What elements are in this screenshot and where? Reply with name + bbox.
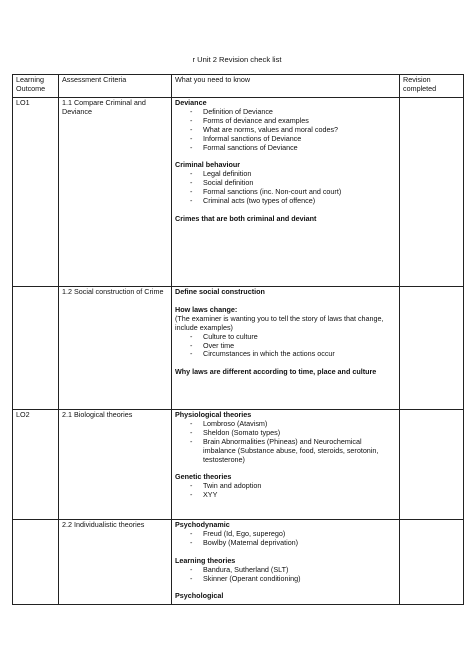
list-item: - Twin and adoption — [175, 482, 396, 491]
list-item: - Formal sanctions of Deviance — [175, 144, 396, 153]
outcome-cell: LO2 — [13, 410, 59, 520]
header-revision: Revision completed — [400, 75, 464, 98]
content-section — [175, 592, 396, 601]
section-heading: Define social construction — [175, 287, 265, 296]
bullet-list — [175, 420, 396, 465]
section-heading: Physiological theories — [175, 410, 252, 419]
list-item: - Brain Abnormalities (Phineas) and Neurochemical imbalance (Substance abuse, food, steroids, serotonin, testosterone) — [175, 438, 396, 465]
content-section — [175, 99, 396, 152]
list-item: - Skinner (Operant conditioning) — [175, 575, 396, 584]
list-item: - Bowlby (Maternal deprivation) — [175, 539, 396, 548]
revision-cell — [400, 410, 464, 520]
list-item: - Formal sanctions (inc. Non-court and court) — [175, 188, 396, 197]
section-heading: Deviance — [175, 98, 207, 107]
list-item: - Lombroso (Atavism) — [175, 420, 396, 429]
table-row — [13, 410, 464, 520]
revision-cell — [400, 287, 464, 410]
list-item: - Forms of deviance and examples — [175, 117, 396, 126]
header-outcome: Learning Outcome — [13, 75, 59, 98]
bullet-list — [175, 108, 396, 153]
bullet-list — [175, 530, 396, 548]
revision-checklist-table — [12, 74, 464, 605]
section-note: (The examiner is wanting you to tell the story of laws that change, include examples) — [175, 313, 384, 332]
criteria-cell: 2.1 Biological theories — [59, 410, 172, 520]
revision-cell — [400, 98, 464, 287]
content-section — [175, 557, 396, 584]
content-section — [175, 161, 396, 206]
section-heading: How laws change: — [175, 304, 238, 314]
outcome-cell: LO1 — [13, 98, 59, 287]
list-item: - What are norms, values and moral codes? — [175, 126, 396, 135]
list-item: - Over time — [175, 342, 396, 351]
outcome-cell — [13, 520, 59, 605]
list-item: - Informal sanctions of Deviance — [175, 135, 396, 144]
bullet-list — [175, 566, 396, 584]
criteria-cell: 1.2 Social construction of Crime — [59, 287, 172, 410]
header-know: What you need to know — [172, 75, 400, 98]
section-heading: Genetic theories — [175, 472, 232, 482]
list-item: - Criminal acts (two types of offence) — [175, 197, 396, 206]
content-cell — [172, 287, 400, 410]
revision-cell — [400, 520, 464, 605]
content-section — [175, 521, 396, 548]
header-criteria: Assessment Criteria — [59, 75, 172, 98]
list-item: - XYY — [175, 491, 396, 500]
content-section — [175, 306, 396, 359]
section-heading: Learning theories — [175, 555, 236, 565]
content-cell — [172, 520, 400, 605]
list-item: - Definition of Deviance — [175, 108, 396, 117]
bullet-list — [175, 333, 396, 360]
list-item: - Freud (Id, Ego, superego) — [175, 530, 396, 539]
bullet-list — [175, 482, 396, 500]
content-section — [175, 288, 396, 297]
content-cell — [172, 410, 400, 520]
table-row — [13, 287, 464, 410]
content-section — [175, 411, 396, 464]
section-heading: Psychological — [175, 591, 224, 601]
bullet-list — [175, 170, 396, 206]
content-section — [175, 215, 396, 224]
content-section — [175, 473, 396, 500]
list-item: - Legal definition — [175, 170, 396, 179]
criteria-cell: 1.1 Compare Criminal and Deviance — [59, 98, 172, 287]
table-row — [13, 98, 464, 287]
content-section — [175, 368, 396, 377]
header-row — [13, 75, 464, 98]
section-heading: Psychodynamic — [175, 520, 230, 529]
section-heading: Criminal behaviour — [175, 160, 241, 170]
section-heading: Why laws are different according to time, place and culture — [175, 367, 377, 377]
page-title: r Unit 2 Revision check list — [192, 55, 282, 64]
table-row — [13, 520, 464, 605]
list-item: - Sheldon (Somato types) — [175, 429, 396, 438]
list-item: - Social definition — [175, 179, 396, 188]
list-item: - Culture to culture — [175, 333, 396, 342]
outcome-cell — [13, 287, 59, 410]
section-heading: Crimes that are both criminal and deviant — [175, 213, 317, 223]
content-cell — [172, 98, 400, 287]
criteria-cell: 2.2 Individualistic theories — [59, 520, 172, 605]
list-item: - Bandura, Sutherland (SLT) — [175, 566, 396, 575]
list-item: - Circumstances in which the actions occur — [175, 350, 396, 359]
